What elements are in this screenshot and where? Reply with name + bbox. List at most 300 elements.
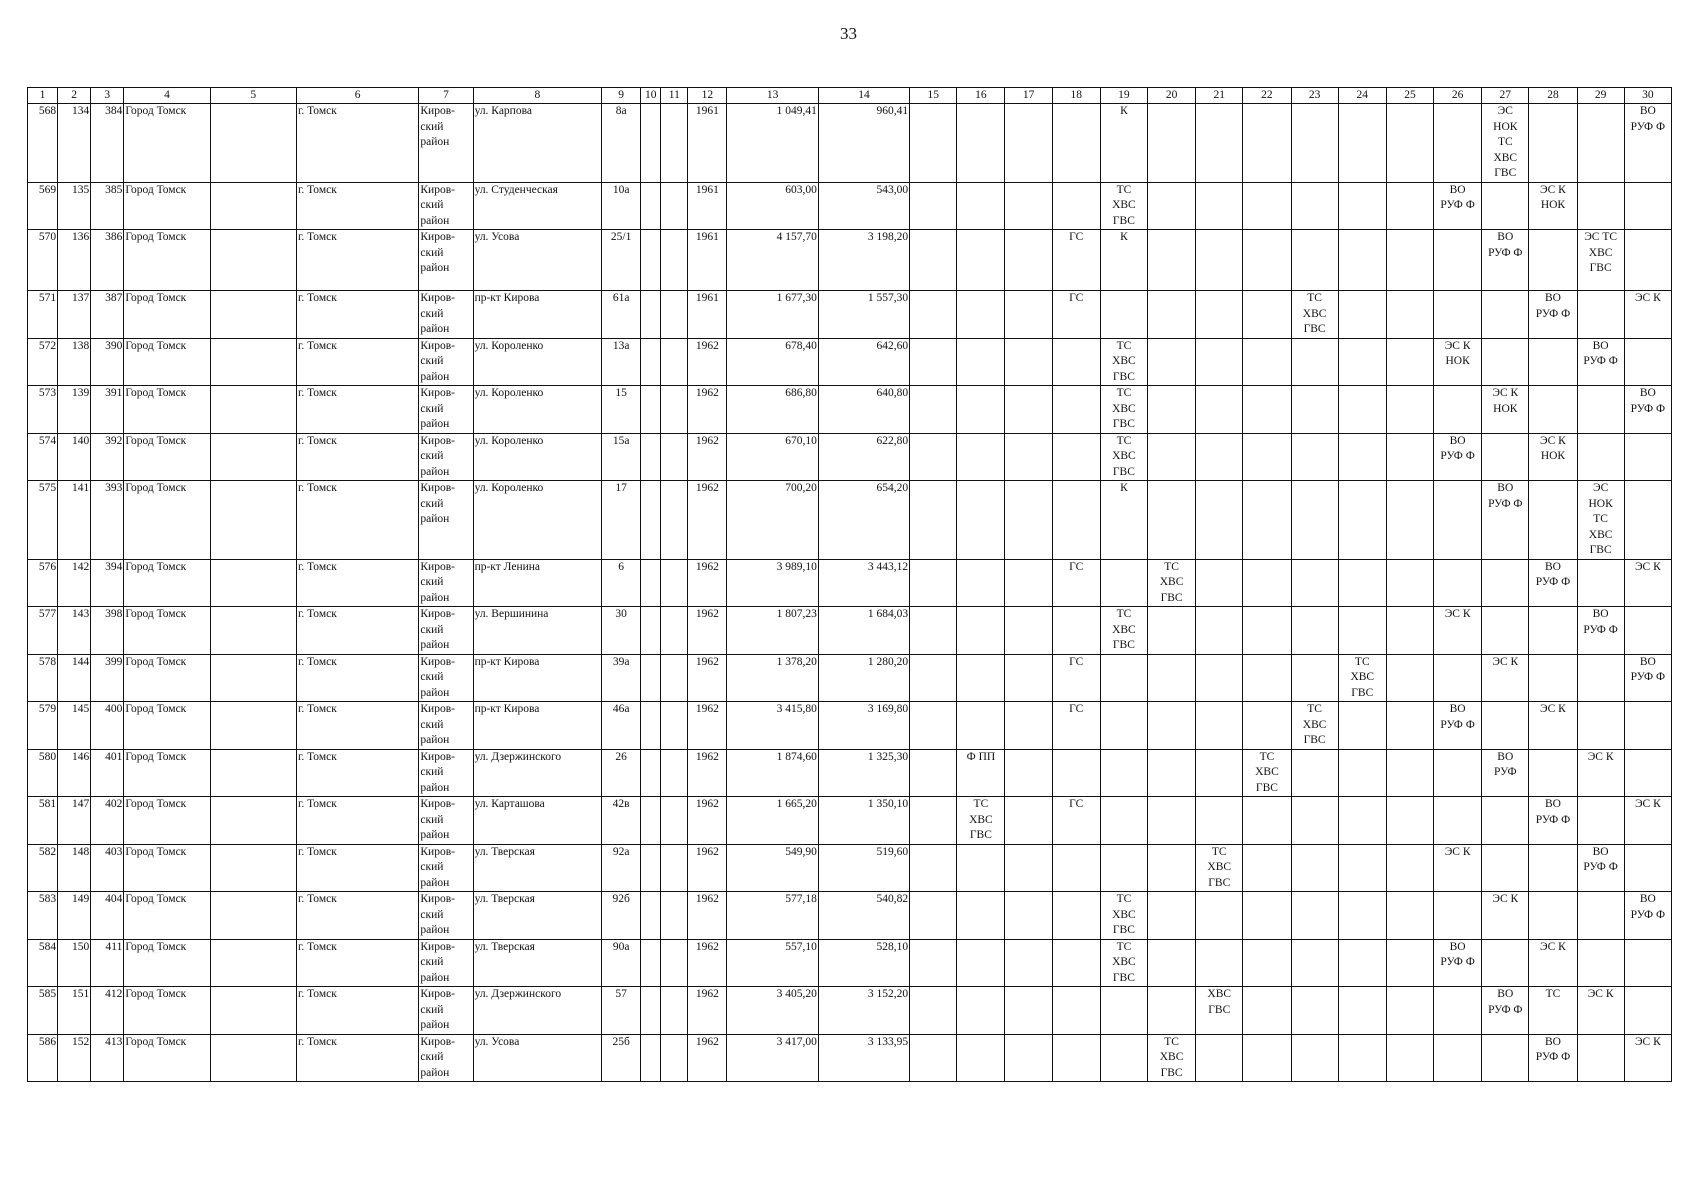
work-code-cell-30	[1624, 182, 1671, 230]
work-code-cell-28: ЭС К НОК	[1529, 433, 1577, 481]
work-code-cell-18	[1052, 481, 1100, 560]
work-code-cell-28	[1529, 844, 1577, 892]
year-cell: 1962	[688, 939, 727, 987]
settlement-cell: г. Томск	[296, 182, 418, 230]
street-cell: ул. Дзержинского	[473, 987, 601, 1035]
row-number-cell: 586	[28, 1034, 58, 1082]
work-code-cell-15	[910, 433, 957, 481]
living-area-cell: 642,60	[818, 338, 909, 386]
work-code-cell-26: ВО РУФ Ф	[1434, 182, 1482, 230]
work-code-cell-19: К	[1100, 481, 1147, 560]
work-code-cell-30: ЭС К	[1624, 1034, 1671, 1082]
work-code-cell-30	[1624, 230, 1671, 291]
street-cell: ул. Усова	[473, 1034, 601, 1082]
year-cell: 1961	[688, 230, 727, 291]
sub-number-cell: 150	[58, 939, 91, 987]
work-code-cell-23	[1291, 433, 1338, 481]
work-code-cell-20	[1148, 702, 1196, 750]
house-number-cell: 57	[602, 987, 641, 1035]
column-header: 29	[1577, 88, 1624, 104]
work-code-cell-29	[1577, 939, 1624, 987]
district-cell: Киров- ский район	[419, 892, 473, 940]
work-code-cell-29	[1577, 386, 1624, 434]
column-header: 9	[602, 88, 641, 104]
work-code-cell-25	[1386, 338, 1433, 386]
house-id-cell: 399	[91, 654, 124, 702]
work-code-cell-16	[957, 481, 1005, 560]
total-area-cell: 678,40	[727, 338, 818, 386]
work-code-cell-23	[1291, 338, 1338, 386]
work-code-cell-24	[1338, 182, 1386, 230]
work-code-cell-28: ВО РУФ Ф	[1529, 559, 1577, 607]
row-number-cell: 577	[28, 607, 58, 655]
house-id-cell: 398	[91, 607, 124, 655]
house-number-cell: 42в	[602, 797, 641, 845]
work-code-cell-24	[1338, 987, 1386, 1035]
empty-cell	[661, 433, 688, 481]
living-area-cell: 1 684,03	[818, 607, 909, 655]
work-code-cell-18	[1052, 104, 1100, 183]
house-number-cell: 92б	[602, 892, 641, 940]
work-code-cell-19: ТС ХВС ГВС	[1100, 386, 1147, 434]
work-code-cell-22	[1243, 481, 1291, 560]
year-cell: 1962	[688, 386, 727, 434]
district-cell: Киров- ский район	[419, 987, 473, 1035]
table-row	[28, 433, 1672, 481]
work-code-cell-27	[1482, 939, 1529, 987]
house-id-cell: 385	[91, 182, 124, 230]
work-code-cell-27: ВО РУФ Ф	[1482, 230, 1529, 291]
year-cell: 1962	[688, 797, 727, 845]
municipality-cell: Город Томск	[124, 654, 210, 702]
living-area-cell: 622,80	[818, 433, 909, 481]
sub-number-cell: 151	[58, 987, 91, 1035]
work-code-cell-24	[1338, 892, 1386, 940]
work-code-cell-24	[1338, 797, 1386, 845]
empty-cell	[210, 797, 296, 845]
settlement-cell: г. Томск	[296, 844, 418, 892]
living-area-cell: 1 280,20	[818, 654, 909, 702]
empty-cell	[641, 702, 661, 750]
street-cell: ул. Карпова	[473, 104, 601, 183]
work-code-cell-21	[1196, 104, 1243, 183]
column-header: 10	[641, 88, 661, 104]
work-code-cell-15	[910, 654, 957, 702]
house-id-cell: 393	[91, 481, 124, 560]
empty-cell	[661, 182, 688, 230]
work-code-cell-25	[1386, 1034, 1433, 1082]
living-area-cell: 3 152,20	[818, 987, 909, 1035]
municipality-cell: Город Томск	[124, 338, 210, 386]
row-number-cell: 585	[28, 987, 58, 1035]
work-code-cell-16	[957, 987, 1005, 1035]
work-code-cell-20	[1148, 386, 1196, 434]
work-code-cell-25	[1386, 797, 1433, 845]
street-cell: ул. Короленко	[473, 481, 601, 560]
settlement-cell: г. Томск	[296, 1034, 418, 1082]
work-code-cell-29: ЭС К	[1577, 987, 1624, 1035]
empty-cell	[641, 481, 661, 560]
work-code-cell-22	[1243, 291, 1291, 339]
house-number-cell: 30	[602, 607, 641, 655]
work-code-cell-25	[1386, 386, 1433, 434]
street-cell: ул. Дзержинского	[473, 749, 601, 797]
work-code-cell-28	[1529, 892, 1577, 940]
work-code-cell-25	[1386, 607, 1433, 655]
work-code-cell-30: ЭС К	[1624, 291, 1671, 339]
column-header: 22	[1243, 88, 1291, 104]
work-code-cell-24	[1338, 939, 1386, 987]
municipality-cell: Город Томск	[124, 386, 210, 434]
house-number-cell: 17	[602, 481, 641, 560]
empty-cell	[641, 1034, 661, 1082]
work-code-cell-16	[957, 104, 1005, 183]
column-header: 4	[124, 88, 210, 104]
district-cell: Киров- ский район	[419, 338, 473, 386]
work-code-cell-17	[1005, 987, 1052, 1035]
work-code-cell-21	[1196, 797, 1243, 845]
column-header: 1	[28, 88, 58, 104]
work-code-cell-22	[1243, 702, 1291, 750]
work-code-cell-15	[910, 892, 957, 940]
street-cell: ул. Тверская	[473, 844, 601, 892]
municipality-cell: Город Томск	[124, 749, 210, 797]
work-code-cell-26	[1434, 749, 1482, 797]
house-id-cell: 401	[91, 749, 124, 797]
house-id-cell: 411	[91, 939, 124, 987]
empty-cell	[210, 182, 296, 230]
column-header: 5	[210, 88, 296, 104]
work-code-cell-26	[1434, 654, 1482, 702]
work-code-cell-25	[1386, 104, 1433, 183]
work-code-cell-20	[1148, 338, 1196, 386]
row-number-cell: 583	[28, 892, 58, 940]
municipality-cell: Город Томск	[124, 844, 210, 892]
district-cell: Киров- ский район	[419, 230, 473, 291]
work-code-cell-21	[1196, 481, 1243, 560]
column-header: 25	[1386, 88, 1433, 104]
sub-number-cell: 134	[58, 104, 91, 183]
work-code-cell-17	[1005, 230, 1052, 291]
work-code-cell-17	[1005, 797, 1052, 845]
column-header: 7	[419, 88, 473, 104]
empty-cell	[661, 481, 688, 560]
empty-cell	[641, 291, 661, 339]
work-code-cell-15	[910, 182, 957, 230]
total-area-cell: 1 049,41	[727, 104, 818, 183]
year-cell: 1962	[688, 987, 727, 1035]
living-area-cell: 543,00	[818, 182, 909, 230]
work-code-cell-28: ТС	[1529, 987, 1577, 1035]
settlement-cell: г. Томск	[296, 230, 418, 291]
work-code-cell-19	[1100, 702, 1147, 750]
work-code-cell-20	[1148, 182, 1196, 230]
total-area-cell: 3 417,00	[727, 1034, 818, 1082]
sub-number-cell: 139	[58, 386, 91, 434]
total-area-cell: 3 989,10	[727, 559, 818, 607]
work-code-cell-29: ЭС НОК ТС ХВС ГВС	[1577, 481, 1624, 560]
empty-cell	[661, 939, 688, 987]
work-code-cell-28	[1529, 481, 1577, 560]
work-code-cell-20: ТС ХВС ГВС	[1148, 559, 1196, 607]
district-cell: Киров- ский район	[419, 104, 473, 183]
work-code-cell-29: ВО РУФ Ф	[1577, 338, 1624, 386]
work-code-cell-20	[1148, 481, 1196, 560]
work-code-cell-26	[1434, 559, 1482, 607]
work-code-cell-18	[1052, 749, 1100, 797]
work-code-cell-16: ТС ХВС ГВС	[957, 797, 1005, 845]
work-code-cell-25	[1386, 559, 1433, 607]
row-number-cell: 581	[28, 797, 58, 845]
house-id-cell: 391	[91, 386, 124, 434]
sub-number-cell: 148	[58, 844, 91, 892]
work-code-cell-28	[1529, 230, 1577, 291]
work-code-cell-24	[1338, 702, 1386, 750]
work-code-cell-27	[1482, 1034, 1529, 1082]
work-code-cell-20: ТС ХВС ГВС	[1148, 1034, 1196, 1082]
work-code-cell-16	[957, 433, 1005, 481]
work-code-cell-16	[957, 230, 1005, 291]
work-code-cell-15	[910, 104, 957, 183]
year-cell: 1962	[688, 433, 727, 481]
column-header: 21	[1196, 88, 1243, 104]
column-header: 3	[91, 88, 124, 104]
work-code-cell-19	[1100, 749, 1147, 797]
work-code-cell-15	[910, 338, 957, 386]
work-code-cell-21	[1196, 749, 1243, 797]
work-code-cell-23	[1291, 481, 1338, 560]
work-code-cell-30	[1624, 844, 1671, 892]
work-code-cell-22	[1243, 1034, 1291, 1082]
work-code-cell-29	[1577, 797, 1624, 845]
work-code-cell-15	[910, 939, 957, 987]
column-header: 2	[58, 88, 91, 104]
work-code-cell-21	[1196, 338, 1243, 386]
total-area-cell: 3 405,20	[727, 987, 818, 1035]
living-area-cell: 528,10	[818, 939, 909, 987]
work-code-cell-17	[1005, 607, 1052, 655]
living-area-cell: 960,41	[818, 104, 909, 183]
row-number-cell: 575	[28, 481, 58, 560]
house-number-cell: 8а	[602, 104, 641, 183]
street-cell: ул. Короленко	[473, 433, 601, 481]
year-cell: 1962	[688, 607, 727, 655]
work-code-cell-20	[1148, 892, 1196, 940]
work-code-cell-23	[1291, 844, 1338, 892]
total-area-cell: 557,10	[727, 939, 818, 987]
work-code-cell-16	[957, 844, 1005, 892]
work-code-cell-17	[1005, 1034, 1052, 1082]
house-id-cell: 387	[91, 291, 124, 339]
settlement-cell: г. Томск	[296, 104, 418, 183]
work-code-cell-18	[1052, 844, 1100, 892]
empty-cell	[210, 844, 296, 892]
work-code-cell-30: ВО РУФ Ф	[1624, 104, 1671, 183]
municipality-cell: Город Томск	[124, 987, 210, 1035]
work-code-cell-24	[1338, 230, 1386, 291]
work-code-cell-27	[1482, 797, 1529, 845]
house-id-cell: 404	[91, 892, 124, 940]
work-code-cell-25	[1386, 291, 1433, 339]
house-id-cell: 402	[91, 797, 124, 845]
row-number-cell: 582	[28, 844, 58, 892]
work-code-cell-26	[1434, 104, 1482, 183]
work-code-cell-21	[1196, 654, 1243, 702]
living-area-cell: 3 169,80	[818, 702, 909, 750]
work-code-cell-23	[1291, 749, 1338, 797]
empty-cell	[641, 386, 661, 434]
work-code-cell-22	[1243, 607, 1291, 655]
work-code-cell-27	[1482, 702, 1529, 750]
work-code-cell-17	[1005, 291, 1052, 339]
street-cell: ул. Студенческая	[473, 182, 601, 230]
empty-cell	[641, 987, 661, 1035]
empty-cell	[210, 104, 296, 183]
total-area-cell: 603,00	[727, 182, 818, 230]
work-code-cell-18	[1052, 987, 1100, 1035]
work-code-cell-25	[1386, 230, 1433, 291]
work-code-cell-30	[1624, 702, 1671, 750]
work-code-cell-20	[1148, 844, 1196, 892]
work-code-cell-21	[1196, 702, 1243, 750]
year-cell: 1962	[688, 481, 727, 560]
row-number-cell: 573	[28, 386, 58, 434]
row-number-cell: 568	[28, 104, 58, 183]
work-code-cell-22	[1243, 104, 1291, 183]
empty-cell	[641, 654, 661, 702]
work-code-cell-29	[1577, 892, 1624, 940]
total-area-cell: 1 807,23	[727, 607, 818, 655]
empty-cell	[661, 702, 688, 750]
table-row	[28, 338, 1672, 386]
house-number-cell: 10а	[602, 182, 641, 230]
work-code-cell-30	[1624, 939, 1671, 987]
work-code-cell-27	[1482, 433, 1529, 481]
row-number-cell: 578	[28, 654, 58, 702]
house-number-cell: 15	[602, 386, 641, 434]
work-code-cell-20	[1148, 654, 1196, 702]
table-row	[28, 386, 1672, 434]
work-code-cell-24	[1338, 481, 1386, 560]
work-code-cell-22	[1243, 386, 1291, 434]
work-code-cell-23: ТС ХВС ГВС	[1291, 702, 1338, 750]
total-area-cell: 670,10	[727, 433, 818, 481]
empty-cell	[661, 291, 688, 339]
row-number-cell: 572	[28, 338, 58, 386]
work-code-cell-15	[910, 844, 957, 892]
work-code-cell-19	[1100, 654, 1147, 702]
empty-cell	[661, 987, 688, 1035]
table-row	[28, 702, 1672, 750]
work-code-cell-23	[1291, 559, 1338, 607]
work-code-cell-30	[1624, 338, 1671, 386]
work-code-cell-15	[910, 559, 957, 607]
empty-cell	[210, 291, 296, 339]
empty-cell	[210, 559, 296, 607]
district-cell: Киров- ский район	[419, 1034, 473, 1082]
empty-cell	[661, 607, 688, 655]
table-body	[28, 104, 1672, 1082]
table-row	[28, 844, 1672, 892]
work-code-cell-20	[1148, 987, 1196, 1035]
year-cell: 1962	[688, 844, 727, 892]
sub-number-cell: 138	[58, 338, 91, 386]
work-code-cell-22	[1243, 230, 1291, 291]
settlement-cell: г. Томск	[296, 939, 418, 987]
work-code-cell-26: ВО РУФ Ф	[1434, 433, 1482, 481]
work-code-cell-24	[1338, 749, 1386, 797]
work-code-cell-21	[1196, 230, 1243, 291]
work-code-cell-30	[1624, 481, 1671, 560]
sub-number-cell: 144	[58, 654, 91, 702]
work-code-cell-15	[910, 230, 957, 291]
empty-cell	[641, 844, 661, 892]
work-code-cell-18	[1052, 433, 1100, 481]
living-area-cell: 3 198,20	[818, 230, 909, 291]
work-code-cell-20	[1148, 433, 1196, 481]
empty-cell	[661, 1034, 688, 1082]
street-cell: ул. Тверская	[473, 892, 601, 940]
empty-cell	[661, 654, 688, 702]
work-code-cell-19	[1100, 1034, 1147, 1082]
work-code-cell-30: ВО РУФ Ф	[1624, 892, 1671, 940]
column-header: 27	[1482, 88, 1529, 104]
work-code-cell-19: ТС ХВС ГВС	[1100, 892, 1147, 940]
column-header: 13	[727, 88, 818, 104]
work-code-cell-25	[1386, 749, 1433, 797]
total-area-cell: 4 157,70	[727, 230, 818, 291]
work-code-cell-20	[1148, 230, 1196, 291]
work-code-cell-23: ТС ХВС ГВС	[1291, 291, 1338, 339]
table-row	[28, 797, 1672, 845]
work-code-cell-15	[910, 702, 957, 750]
work-code-cell-21	[1196, 892, 1243, 940]
settlement-cell: г. Томск	[296, 654, 418, 702]
district-cell: Киров- ский район	[419, 182, 473, 230]
work-code-cell-21	[1196, 1034, 1243, 1082]
empty-cell	[210, 338, 296, 386]
work-code-cell-18	[1052, 182, 1100, 230]
row-number-cell: 569	[28, 182, 58, 230]
municipality-cell: Город Томск	[124, 892, 210, 940]
work-code-cell-20	[1148, 607, 1196, 655]
work-code-cell-26: ЭС К	[1434, 607, 1482, 655]
work-code-cell-25	[1386, 844, 1433, 892]
work-code-cell-27	[1482, 291, 1529, 339]
row-number-cell: 574	[28, 433, 58, 481]
settlement-cell: г. Томск	[296, 291, 418, 339]
work-code-cell-17	[1005, 892, 1052, 940]
work-code-cell-18	[1052, 386, 1100, 434]
empty-cell	[661, 230, 688, 291]
empty-cell	[210, 939, 296, 987]
living-area-cell: 3 133,95	[818, 1034, 909, 1082]
district-cell: Киров- ский район	[419, 797, 473, 845]
total-area-cell: 686,80	[727, 386, 818, 434]
work-code-cell-17	[1005, 433, 1052, 481]
empty-cell	[641, 433, 661, 481]
work-code-cell-27	[1482, 559, 1529, 607]
work-code-cell-26: ВО РУФ Ф	[1434, 939, 1482, 987]
work-code-cell-15	[910, 987, 957, 1035]
work-code-cell-26	[1434, 1034, 1482, 1082]
work-code-cell-15	[910, 291, 957, 339]
year-cell: 1962	[688, 338, 727, 386]
district-cell: Киров- ский район	[419, 844, 473, 892]
work-code-cell-16	[957, 702, 1005, 750]
work-code-cell-29	[1577, 559, 1624, 607]
work-code-cell-15	[910, 481, 957, 560]
